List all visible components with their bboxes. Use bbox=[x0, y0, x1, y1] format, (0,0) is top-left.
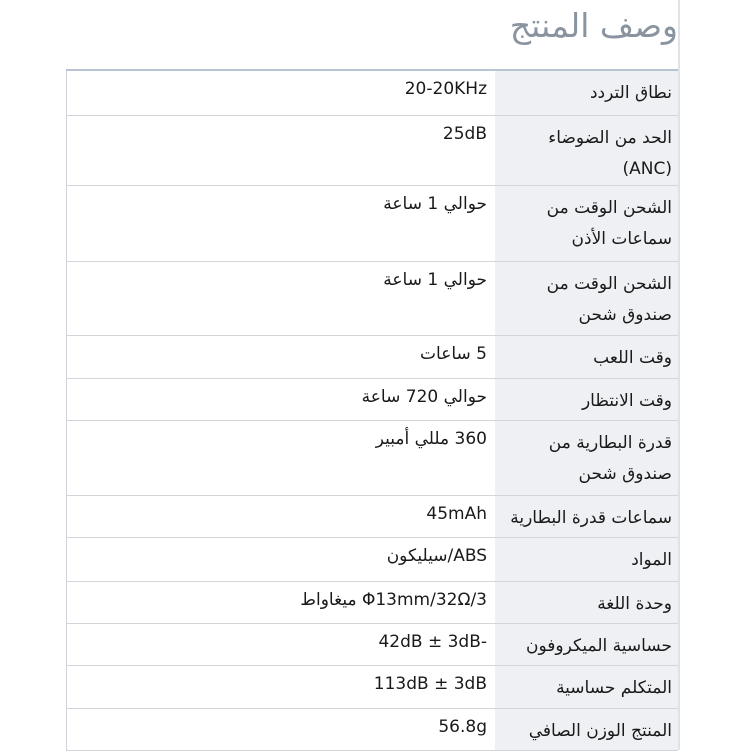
table-row bbox=[67, 708, 679, 750]
spec-label: نطاق التردد bbox=[495, 71, 678, 115]
table-row bbox=[67, 537, 679, 581]
spec-value: 5 ساعات bbox=[67, 335, 496, 378]
spec-value-text: 42dB ± 3dB- bbox=[378, 631, 487, 652]
spec-value bbox=[67, 623, 496, 665]
spec-table bbox=[66, 71, 678, 751]
spec-label: وحدة اللغة bbox=[495, 581, 678, 623]
spec-value bbox=[67, 115, 496, 185]
spec-label: قدرة البطارية من صندوق شحن bbox=[495, 420, 678, 495]
spec-value-text: 45mAh bbox=[426, 503, 487, 524]
spec-label: سماعات قدرة البطارية bbox=[495, 495, 678, 537]
spec-label: الشحن الوقت من سماعات الأذن bbox=[495, 185, 678, 261]
table-row bbox=[67, 420, 679, 495]
table-row bbox=[67, 495, 679, 537]
spec-value bbox=[67, 708, 496, 750]
spec-value-text: 56.8g bbox=[438, 716, 487, 737]
table-row bbox=[67, 261, 679, 335]
table-row bbox=[67, 665, 679, 708]
spec-value-text: 25dB bbox=[442, 123, 487, 144]
spec-value bbox=[67, 665, 496, 708]
spec-label: وقت الانتظار bbox=[495, 378, 678, 420]
spec-value: ABS/سيليكون bbox=[67, 537, 496, 581]
spec-label: وقت اللعب bbox=[495, 335, 678, 378]
spec-value bbox=[67, 71, 496, 115]
spec-label: الحد من الضوضاء (ANC) bbox=[495, 115, 678, 185]
page-edge bbox=[678, 0, 680, 750]
table-row bbox=[67, 335, 679, 378]
spec-label: المواد bbox=[495, 537, 678, 581]
spec-label: الشحن الوقت من صندوق شحن bbox=[495, 261, 678, 335]
table-row bbox=[67, 581, 679, 623]
spec-value-text: 20-20KHz bbox=[404, 79, 487, 99]
table-row bbox=[67, 378, 679, 420]
table-row bbox=[67, 185, 679, 261]
spec-value: 360 مللي أمبير bbox=[67, 420, 496, 495]
spec-label: المتكلم حساسية bbox=[495, 665, 678, 708]
spec-value: حوالي 720 ساعة bbox=[67, 378, 496, 420]
table-row bbox=[67, 71, 679, 115]
spec-value: Φ13mm/32Ω/3 ميغاواط bbox=[67, 581, 496, 623]
page-title: وصف المنتج bbox=[509, 6, 678, 45]
spec-label: المنتج الوزن الصافي bbox=[495, 708, 678, 750]
spec-value bbox=[67, 495, 496, 537]
table-row bbox=[67, 623, 679, 665]
table-row bbox=[67, 115, 679, 185]
spec-value: حوالي 1 ساعة bbox=[67, 261, 496, 335]
spec-value: حوالي 1 ساعة bbox=[67, 185, 496, 261]
spec-value-text: 113dB ± 3dB bbox=[373, 673, 487, 694]
spec-label: حساسية الميكروفون bbox=[495, 623, 678, 665]
